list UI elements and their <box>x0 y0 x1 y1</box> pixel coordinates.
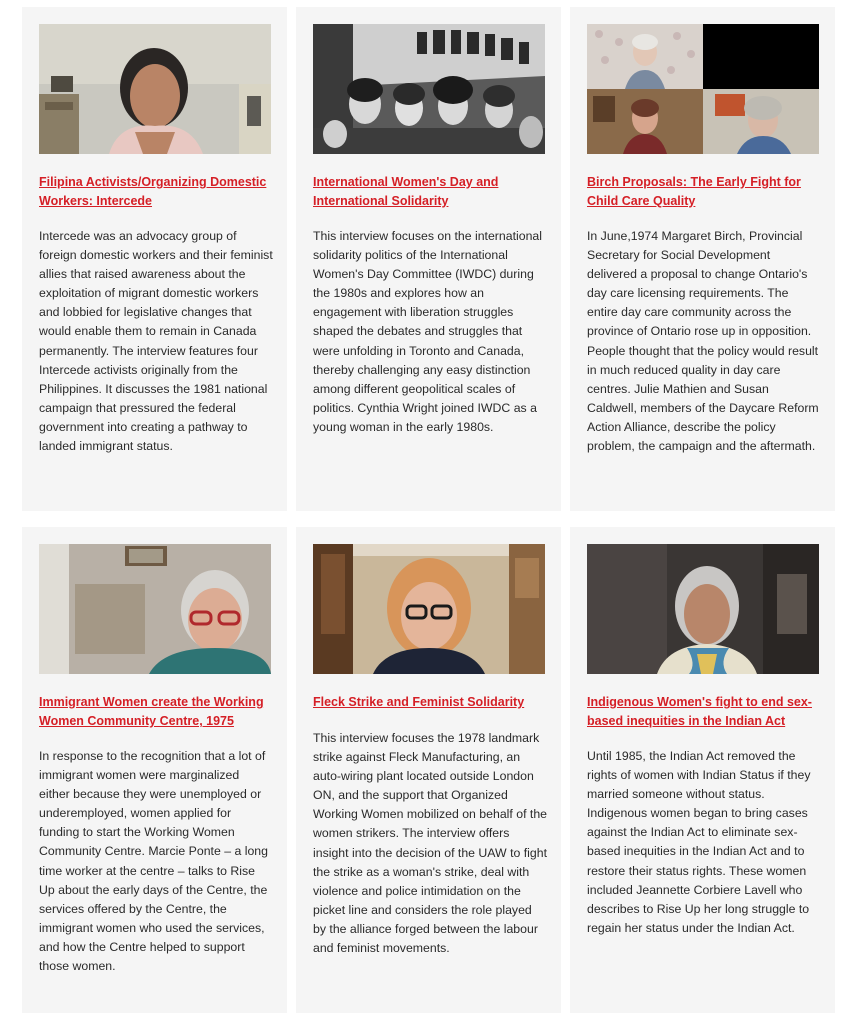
interview-card <box>570 7 835 511</box>
video-thumbnail[interactable] <box>587 24 819 154</box>
woman-interview-image <box>39 24 271 154</box>
woman-grey-hair-image <box>587 544 819 674</box>
interview-title-link[interactable]: Fleck Strike and Feminist Solidarity <box>313 695 525 709</box>
interview-card <box>296 7 561 511</box>
video-call-grid-image <box>587 24 819 154</box>
interview-description: This interview focuses on the international solidarity politics of the International Women's Day Committee (IWDC) during the 1980s and explores how an engagement with liberation struggles shaped the debates and struggles that were unfolding in Toronto and Canada, thereby challenging any easy distinction among different geopolitical scales of politics. Cynthia Wright joined IWDC as a young woman in the early 1980s. <box>313 229 542 434</box>
interview-description: This interview focuses the 1978 landmark strike against Fleck Manufacturing, an auto-wiring plant located outside London ON, and the support that Organized Working Women mobilized on behalf of the women strikers. The interview offers insight into the decision of the UAW to fight the strike as a woman's strike, deal with violence and police intimidation on the picket line and considers the role played by the alliance forged between the labour and feminist movements. <box>313 731 547 956</box>
video-thumbnail[interactable] <box>39 544 271 674</box>
interview-description: Intercede was an advocacy group of foreign domestic workers and their feminist allies that raised awareness about the exploitation of migrant domestic workers and lobbied for legislative changes that would enable them to remain in Canada permanently. The interview features four Intercede activists originally from the Philippines. It discusses the 1981 national campaign that pressured the federal government into creating a pathway to landed immigrant status. <box>39 229 273 454</box>
woman-red-hair-image <box>313 544 545 674</box>
interview-description: In June,1974 Margaret Birch, Provincial Secretary for Social Development delivered a proposal to change Ontario's day care licensing requirements. The entire day care community across the province of Ontario rose up in opposition. People thought that the policy would result in much reduced quality in day care centres. Julie Mathien and Susan Caldwell, members of the Daycare Reform Action Alliance, describe the policy problem, the campaign and the aftermath. <box>587 229 819 454</box>
interview-title-link[interactable]: International Women's Day and International Solidarity <box>313 175 499 208</box>
interview-card <box>570 527 835 1013</box>
interview-title-link[interactable]: Birch Proposals: The Early Fight for Child Care Quality <box>587 175 801 208</box>
video-thumbnail[interactable] <box>39 24 271 154</box>
video-thumbnail[interactable] <box>587 544 819 674</box>
interview-title-link[interactable]: Immigrant Women create the Working Women Community Centre, 1975 <box>39 695 264 728</box>
interview-description: Until 1985, the Indian Act removed the rights of women with Indian Status if they married someone without status. Indigenous women began to bring cases against the Indian Act to eliminate sex-based inequities in the Indian Act and to restore their status rights. These women included Jeannette Corbiere Lavell who describes to Rise Up her long struggle to regain her status under the Indian Act. <box>587 749 811 935</box>
interview-card <box>22 7 287 511</box>
video-thumbnail[interactable] <box>313 24 545 154</box>
interview-description: In response to the recognition that a lot of immigrant women were marginalized either because they were unemployed or underemployed, women applied for funding to start the Working Women Community Centre. Marcie Ponte – a long time worker at the centre – talks to Rise Up about the early days of the Centre, the services offered by the Centre, the immigrant women who used the services, and how the Centre helped to support those women. <box>39 749 268 974</box>
interview-title-link[interactable]: Filipina Activists/Organizing Domestic Workers: Intercede <box>39 175 267 208</box>
interview-title-link[interactable]: Indigenous Women's fight to end sex-based inequities in the Indian Act <box>587 695 812 728</box>
interview-card <box>296 527 561 1013</box>
interview-card <box>22 527 287 1013</box>
woman-glasses-image <box>39 544 271 674</box>
video-thumbnail[interactable] <box>313 544 545 674</box>
black-and-white-march-image <box>313 24 545 154</box>
